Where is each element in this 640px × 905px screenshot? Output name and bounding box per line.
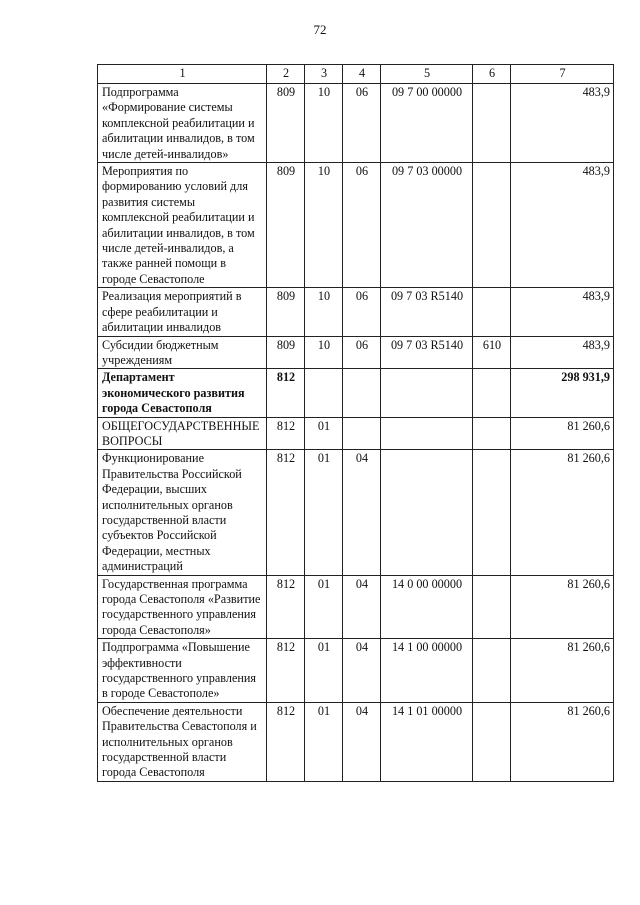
expense-type-cell [473,84,511,163]
subsection-code-cell: 06 [343,336,381,369]
expense-type-cell: 610 [473,336,511,369]
row-name-cell: Обеспечение деятельности Правительства Севастополя и исполнительных органов государственной власти города Севастополя [98,702,267,781]
target-article-cell: 14 1 01 00000 [381,702,473,781]
section-code-cell [305,369,343,417]
section-code-cell: 10 [305,288,343,336]
amount-cell: 483,9 [511,288,614,336]
target-article-cell: 09 7 00 00000 [381,84,473,163]
amount-cell: 483,9 [511,163,614,288]
target-article-cell [381,417,473,450]
table-row [98,450,614,575]
subsection-code-cell: 06 [343,84,381,163]
column-header: 5 [381,65,473,84]
target-article-cell [381,369,473,417]
section-code-cell: 10 [305,163,343,288]
subsection-code-cell [343,417,381,450]
row-name-cell: Департамент экономического развития города Севастополя [98,369,267,417]
expense-type-cell [473,450,511,575]
table-row [98,639,614,703]
section-code-cell: 10 [305,84,343,163]
expense-type-cell [473,702,511,781]
subsection-code-cell: 06 [343,288,381,336]
admin-code-cell: 812 [267,417,305,450]
admin-code-cell: 812 [267,639,305,703]
target-article-cell: 14 1 00 00000 [381,639,473,703]
admin-code-cell: 812 [267,369,305,417]
table-row [98,163,614,288]
expense-type-cell [473,639,511,703]
subsection-code-cell: 04 [343,450,381,575]
expense-type-cell [473,417,511,450]
amount-cell: 483,9 [511,336,614,369]
subsection-code-cell: 06 [343,163,381,288]
row-name-cell: ОБЩЕГОСУДАРСТВЕННЫЕ ВОПРОСЫ [98,417,267,450]
admin-code-cell: 812 [267,575,305,639]
row-name-cell: Подпрограмма «Формирование системы комплексной реабилитации и абилитации инвалидов, в том числе детей-инвалидов» [98,84,267,163]
amount-cell: 81 260,6 [511,575,614,639]
subsection-code-cell: 04 [343,702,381,781]
expense-type-cell [473,369,511,417]
table-row [98,369,614,417]
target-article-cell: 09 7 03 00000 [381,163,473,288]
section-code-cell: 10 [305,336,343,369]
amount-cell: 81 260,6 [511,417,614,450]
admin-code-cell: 809 [267,336,305,369]
amount-cell: 81 260,6 [511,702,614,781]
row-name-cell: Государственная программа города Севастополя «Развитие государственного управления города Севастополя» [98,575,267,639]
admin-code-cell: 812 [267,702,305,781]
table-row [98,288,614,336]
column-header: 3 [305,65,343,84]
page-number: 72 [313,22,327,37]
column-header: 2 [267,65,305,84]
section-code-cell: 01 [305,575,343,639]
expense-type-cell [473,575,511,639]
admin-code-cell: 812 [267,450,305,575]
subsection-code-cell [343,369,381,417]
target-article-cell: 09 7 03 R5140 [381,288,473,336]
header-row [98,65,614,84]
column-header: 4 [343,65,381,84]
admin-code-cell: 809 [267,84,305,163]
expense-type-cell [473,288,511,336]
row-name-cell: Субсидии бюджетным учреждениям [98,336,267,369]
row-name-cell: Функционирование Правительства Российской Федерации, высших исполнительных органов государственной власти субъектов Российской Федерации, местных администраций [98,450,267,575]
subsection-code-cell: 04 [343,575,381,639]
amount-cell: 298 931,9 [511,369,614,417]
amount-cell: 483,9 [511,84,614,163]
admin-code-cell: 809 [267,288,305,336]
row-name-cell: Мероприятия по формированию условий для развития системы комплексной реабилитации и абилитации инвалидов, в том числе детей-инвалидов, а также ранней помощи в городе Севастополе [98,163,267,288]
budget-table [97,64,614,782]
expense-type-cell [473,163,511,288]
section-code-cell: 01 [305,450,343,575]
admin-code-cell: 809 [267,163,305,288]
table-row [98,575,614,639]
section-code-cell: 01 [305,639,343,703]
target-article-cell: 09 7 03 R5140 [381,336,473,369]
amount-cell: 81 260,6 [511,450,614,575]
table-row [98,336,614,369]
column-header: 6 [473,65,511,84]
target-article-cell [381,450,473,575]
target-article-cell: 14 0 00 00000 [381,575,473,639]
table-row [98,702,614,781]
row-name-cell: Реализация мероприятий в сфере реабилитации и абилитации инвалидов [98,288,267,336]
section-code-cell: 01 [305,417,343,450]
table-row [98,84,614,163]
column-header: 7 [511,65,614,84]
section-code-cell: 01 [305,702,343,781]
row-name-cell: Подпрограмма «Повышение эффективности государственного управления в городе Севастополе» [98,639,267,703]
amount-cell: 81 260,6 [511,639,614,703]
column-header: 1 [98,65,267,84]
table-row [98,417,614,450]
subsection-code-cell: 04 [343,639,381,703]
